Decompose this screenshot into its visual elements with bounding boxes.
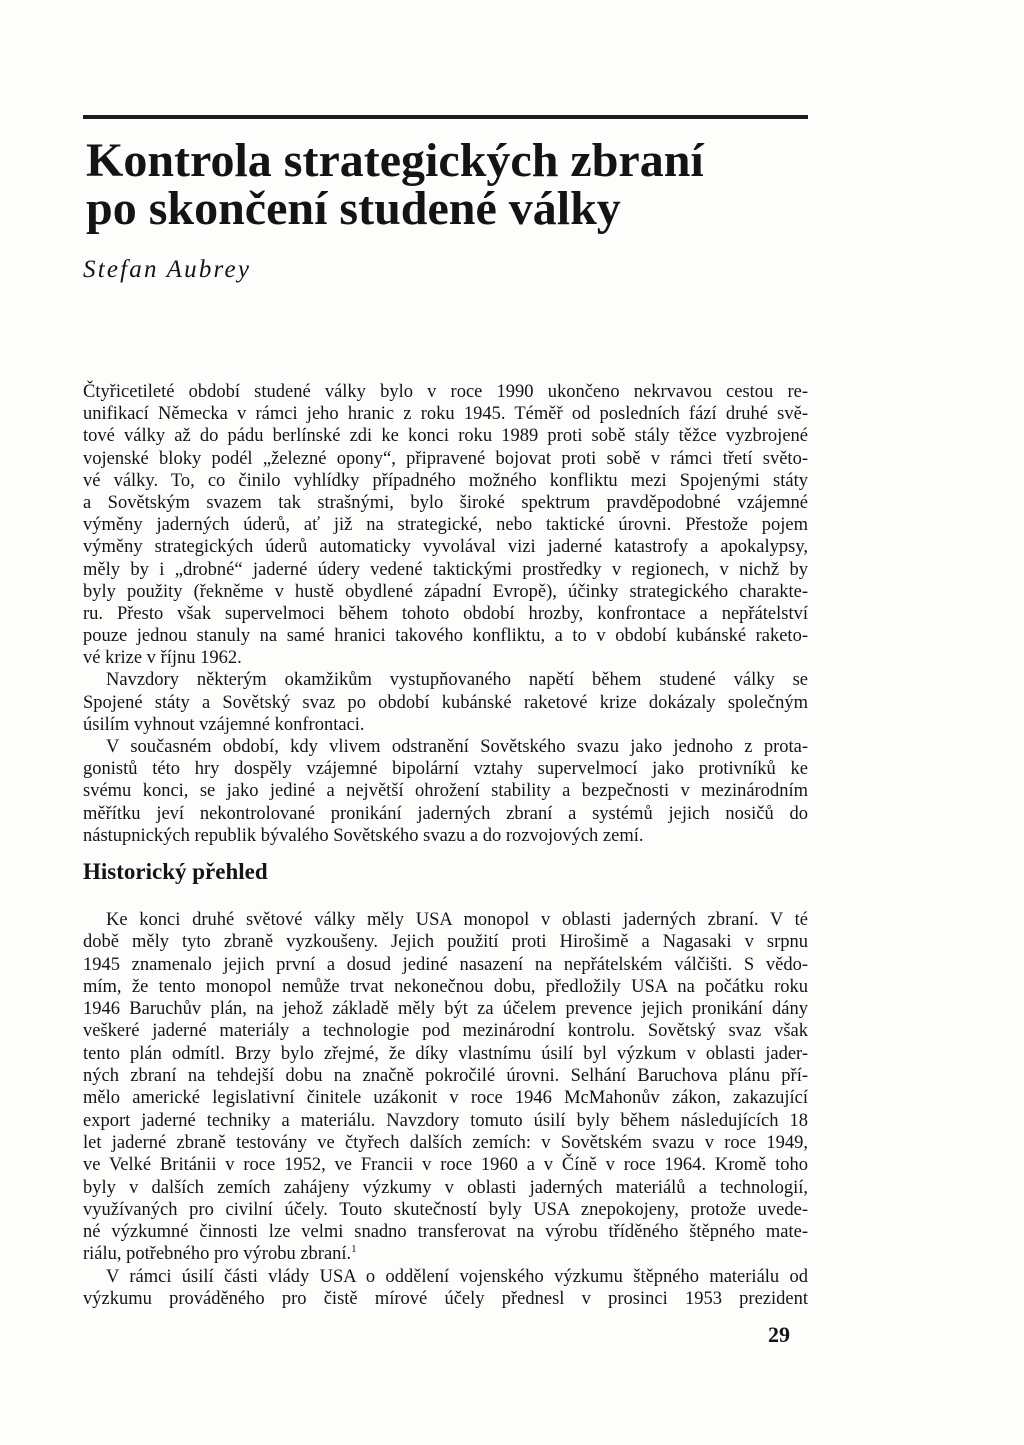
text-line: ve Velké Británii v roce 1952, ve Francii v roce 1960 a v Číně v roce 1964. Kromě toho (83, 1155, 808, 1176)
text-line: V rámci úsilí části vlády USA o oddělení vojenského výzkumu štěpného materiálu od (106, 1266, 808, 1287)
article-author: Stefan Aubrey (83, 256, 252, 283)
text-line: ru. Přesto však supervelmoci během tohoto období hrozby, konfrontace a nepřátelství (83, 603, 808, 624)
top-rule (83, 115, 808, 119)
text-line: 1945 znamenalo jejich první a dosud jediné nasazení na nepřátelském válčišti. S vědo- (83, 954, 808, 975)
text-line: měřítku jeví nekontrolované pronikání jaderných zbraní a systémů jejich nosičů do (83, 803, 808, 824)
article-title (86, 134, 704, 235)
text-line: Spojené státy a Sovětský svaz po období kubánské raketové krize dokázaly společným (83, 692, 808, 713)
text-line (83, 1243, 808, 1265)
text-line: mělo americké legislativní činitele uzákonit v roce 1946 McMahonův zákon, zakazující (83, 1088, 808, 1109)
text-line: vé války. To, co činilo vyhlídky případného možného konfliktu mezi Spojenými státy (83, 470, 808, 491)
paragraph (83, 669, 808, 736)
text-line: výzkumu prováděného pro čistě mírové účely přednesl v prosinci 1953 prezident (83, 1289, 808, 1310)
text-line: 1946 Baruchův plán, na jehož základě měly být za účelem prevence jejich pronikání dány (83, 999, 808, 1020)
paragraph (83, 736, 808, 847)
text-line: úsilím vyhnout vzájemné konfrontaci. (83, 714, 365, 735)
text-line: vé krize v říjnu 1962. (83, 648, 242, 669)
text-line: vojenské bloky podél „železné opony“, připravené bojovat proti sobě v rámci třetí světo- (83, 448, 808, 469)
title-line: Kontrola strategických zbraní (86, 134, 704, 187)
text-line: tento plán odmítl. Brzy bylo zřejmé, že díky vlastnímu úsilí byl výzkum v oblasti jader- (83, 1043, 808, 1064)
text-line: V současném období, kdy vlivem odstranění Sovětského svazu jako jednoho z prota- (106, 737, 808, 757)
section-text (83, 909, 808, 1310)
text-line: výměny strategických úderů automaticky vyvolával vizi jaderné katastrofy a apokalypsy, (83, 537, 808, 558)
paragraph (83, 1266, 808, 1311)
text-line: byly použity (řekněme v hustě obydlené západní Evropě), účinky strategického charakte- (83, 581, 808, 602)
text-line: pouze jednou stanuly na samé hranici takového konfliktu, a to v období kubánské raketo- (83, 626, 808, 647)
title-line: po skončení studené války (86, 182, 621, 235)
text-line: byly v dalších zemích zahájeny výzkumy v oblasti jaderných materiálů a technologií, (83, 1177, 808, 1198)
text-line: let jaderné zbraně testovány ve čtyřech dalších zemích: v Sovětském svazu v roce 1949, (83, 1132, 808, 1153)
text-line: ných zbraní na tehdejší dobu na značně pokročilé úrovni. Selhání Baruchova plánu pří- (83, 1066, 808, 1087)
text-line: Čtyřicetileté období studené války bylo v roce 1990 ukončeno nekrvavou cestou re- (83, 382, 808, 402)
intro-text (83, 381, 808, 847)
paragraph (83, 909, 808, 1266)
page-number: 29 (768, 1322, 790, 1347)
text-line: veškeré jaderné materiály a technologie pod mezinárodní kontrolu. Sovětský svaz však (83, 1021, 808, 1042)
text-line: Navzdory některým okamžikům vystupňovaného napětí během studené války se (106, 670, 808, 691)
paragraph (83, 381, 808, 669)
text-line: a Sovětským svazem tak strašnými, bylo široké spektrum pravděpodobné vzájemné (83, 492, 808, 513)
text-line: né výzkumné činnosti lze velmi snadno transferovat na výrobu tříděného štěpného mate- (83, 1222, 808, 1243)
footnote-marker: 1 (351, 1243, 357, 1256)
text-line: mím, že tento monopol nemůže trvat nekonečnou dobu, předložily USA na počátku roku (83, 976, 808, 997)
text-line-content: riálu, potřebného pro výrobu zbraní. (83, 1244, 352, 1265)
text-line: svému konci, se jako jediné a největší ohrožení stability a bezpečnosti v mezinárodním (83, 781, 808, 802)
text-line: nástupnických republik bývalého Sovětského svazu a do rozvojových zemí. (83, 825, 644, 846)
text-line: unifikací Německa v rámci jeho hranic z roku 1945. Téměř od posledních fází druhé svě- (83, 404, 808, 425)
text-line: měly by i „drobné“ jaderné údery vedené taktickými prostředky v regionech, v nichž by (83, 559, 808, 580)
text-line: tové války až do pádu berlínské zdi ke konci roku 1989 proti sobě stály těžce vyzbrojené (83, 426, 808, 447)
text-line: export jaderné techniky a materiálu. Navzdory tomuto úsilí byly během následujících 18 (83, 1110, 808, 1131)
text-line: době měly tyto zbraně vyzkoušeny. Jejich použití proti Hirošimě a Nagasaki v srpnu (83, 932, 808, 953)
section-heading: Historický přehled (83, 859, 268, 884)
text-line: využívaných pro civilní účely. Touto skutečností byly USA znepokojeny, protože uvede- (83, 1199, 808, 1220)
text-line: gonistů této hry dospěly vzájemné bipolární vztahy supervelmocí jako protivníků ke (83, 759, 808, 780)
text-line: Ke konci druhé světové války měly USA monopol v oblasti jaderných zbraní. V té (106, 910, 808, 930)
text-line: výměny jaderných úderů, ať již na strategické, nebo taktické úrovni. Přestože pojem (83, 515, 808, 536)
